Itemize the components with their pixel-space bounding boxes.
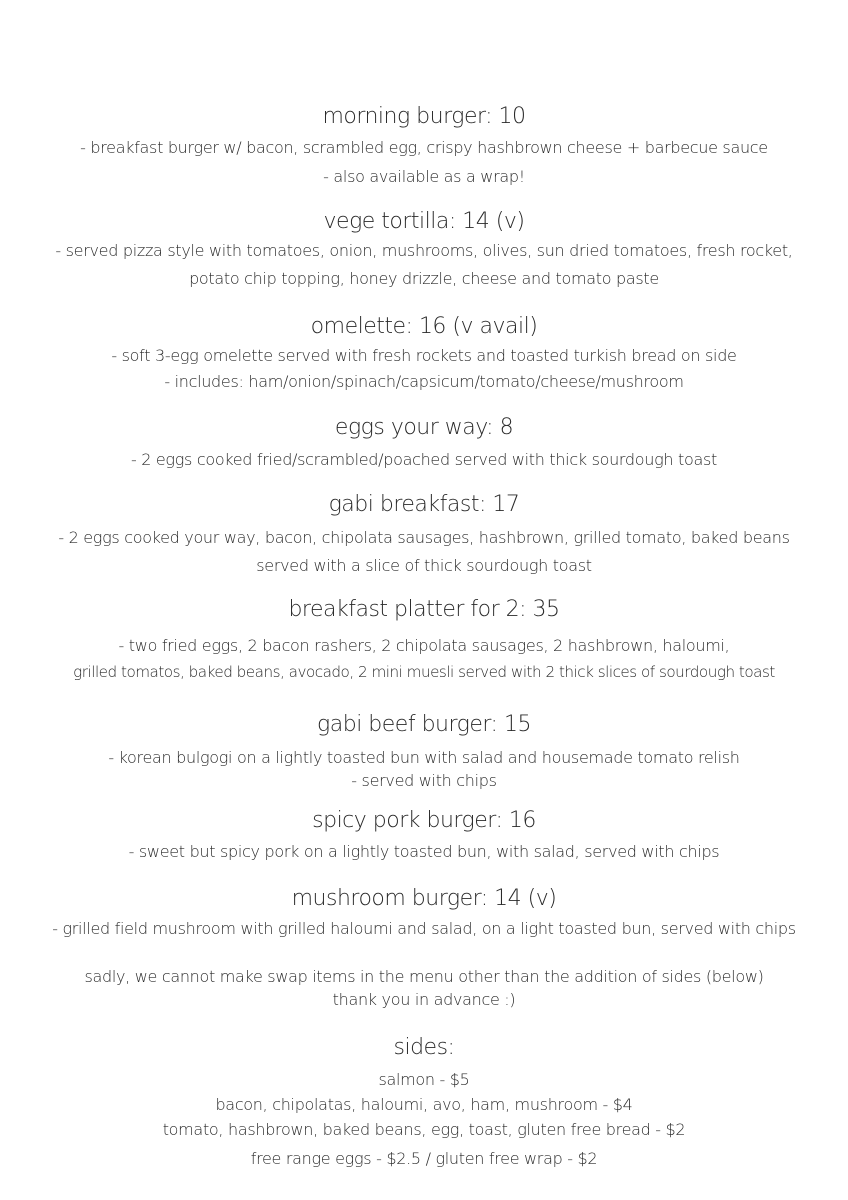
menu-item-title: gabi beef burger: 15 <box>317 712 531 737</box>
menu-item-description: - soft 3-egg omelette served with fresh rockets and toasted turkish bread on side <box>111 346 737 365</box>
menu-item-title: omelette: 16 (v avail) <box>310 314 538 339</box>
menu-item-description: - korean bulgogi on a lightly toasted bun with salad and housemade tomato relish <box>108 748 740 767</box>
menu-item-description: - two fried eggs, 2 bacon rashers, 2 chipolata sausages, 2 hashbrown, haloumi, <box>118 636 730 655</box>
menu-item-title: spicy pork burger: 16 <box>312 808 536 833</box>
menu-item-description: - grilled field mushroom with grilled haloumi and salad, on a light toasted bun, served with chips <box>52 919 796 938</box>
menu-item-description: - breakfast burger w/ bacon, scrambled egg, crispy hashbrown cheese + barbecue sauce <box>80 138 768 157</box>
menu-item-title: mushroom burger: 14 (v) <box>291 886 557 911</box>
menu-item-description: served with a slice of thick sourdough toast <box>256 556 592 575</box>
sides-title: sides: <box>393 1035 455 1060</box>
notice-text: thank you in advance :) <box>332 990 516 1009</box>
menu-item-description: - 2 eggs cooked your way, bacon, chipolata sausages, hashbrown, grilled tomato, baked beans <box>58 528 790 547</box>
menu-item-title: gabi breakfast: 17 <box>328 492 520 517</box>
menu-item-description: potato chip topping, honey drizzle, cheese and tomato paste <box>189 269 659 288</box>
menu-item-title: morning burger: 10 <box>322 104 526 129</box>
menu-item-description: - sweet but spicy pork on a lightly toasted bun, with salad, served with chips <box>128 842 720 861</box>
menu-item-description: - served with chips <box>351 771 497 790</box>
sides-item: tomato, hashbrown, baked beans, egg, toast, gluten free bread - $2 <box>162 1120 686 1139</box>
menu-item-description: - served pizza style with tomatoes, onion, mushrooms, olives, sun dried tomatoes, fresh rocket, <box>55 241 793 260</box>
sides-item: salmon - $5 <box>378 1070 470 1089</box>
menu-item-description: - includes: ham/onion/spinach/capsicum/tomato/cheese/mushroom <box>164 372 684 391</box>
menu-item-title: breakfast platter for 2: 35 <box>288 597 560 622</box>
notice-text: sadly, we cannot make swap items in the menu other than the addition of sides (below) <box>84 967 764 986</box>
sides-item: bacon, chipolatas, haloumi, avo, ham, mushroom - $4 <box>215 1095 633 1114</box>
menu-item-description: grilled tomatos, baked beans, avocado, 2 mini muesli served with 2 thick slices of sourdough toast <box>73 663 775 681</box>
menu-item-description: - also available as a wrap! <box>323 167 525 186</box>
menu-item-title: eggs your way: 8 <box>334 415 514 440</box>
menu-item-description: - 2 eggs cooked fried/scrambled/poached served with thick sourdough toast <box>130 450 718 469</box>
sides-item: free range eggs - $2.5 / gluten free wrap - $2 <box>250 1149 598 1168</box>
menu-item-title: vege tortilla: 14 (v) <box>323 209 525 234</box>
